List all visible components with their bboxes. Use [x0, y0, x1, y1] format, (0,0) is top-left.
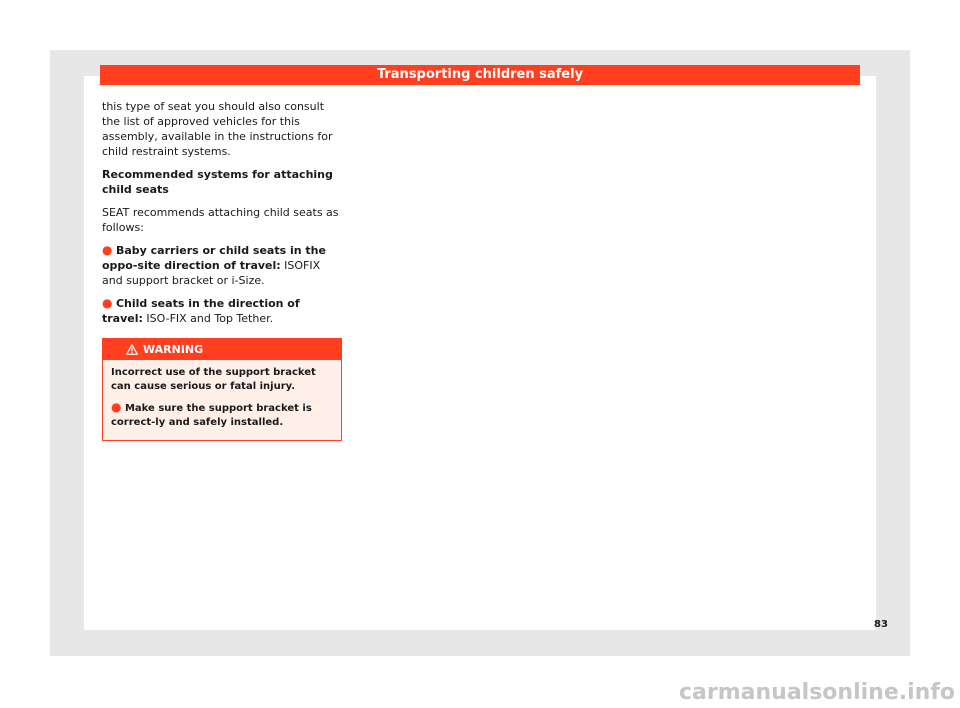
intro-paragraph: this type of seat you should also consult the list of approved vehicles for this assembly, available in the instructions for child restraint systems.: [102, 100, 333, 158]
list-item-label: Child seats in the direction of travel:: [102, 297, 300, 325]
warning-title: WARNING: [143, 343, 204, 356]
main-column: [102, 99, 342, 441]
section-intro: SEAT recommends attaching child seats as follows:: [102, 206, 339, 234]
bullet-icon: ●: [102, 243, 113, 257]
warning-box: [102, 338, 342, 441]
warning-triangle-icon: [126, 344, 138, 355]
section-header: Transporting children safely: [100, 65, 860, 85]
page-number: 83: [874, 619, 888, 630]
warning-header: [103, 339, 341, 360]
list-item: [102, 243, 342, 288]
warning-bullet-text: Make sure the support bracket is correct-ly and safely installed.: [111, 403, 312, 428]
warning-bullet: [111, 400, 333, 430]
section-heading: Recommended systems for attaching child seats: [102, 168, 333, 196]
warning-body: [103, 360, 341, 440]
list-item-text: ISO-FIX and Top Tether.: [142, 312, 274, 325]
list-item: [102, 296, 342, 326]
warning-text: Incorrect use of the support bracket can cause serious or fatal injury.: [111, 367, 316, 392]
list-item-label: Baby carriers or child seats in the oppo-site direction of travel:: [102, 244, 326, 272]
bullet-icon: ●: [102, 296, 113, 310]
watermark-text: carmanualsonline.info: [679, 680, 955, 705]
bullet-icon: ●: [111, 400, 122, 414]
list-item-text: ISOFIX and support bracket or i-Size.: [102, 259, 321, 287]
